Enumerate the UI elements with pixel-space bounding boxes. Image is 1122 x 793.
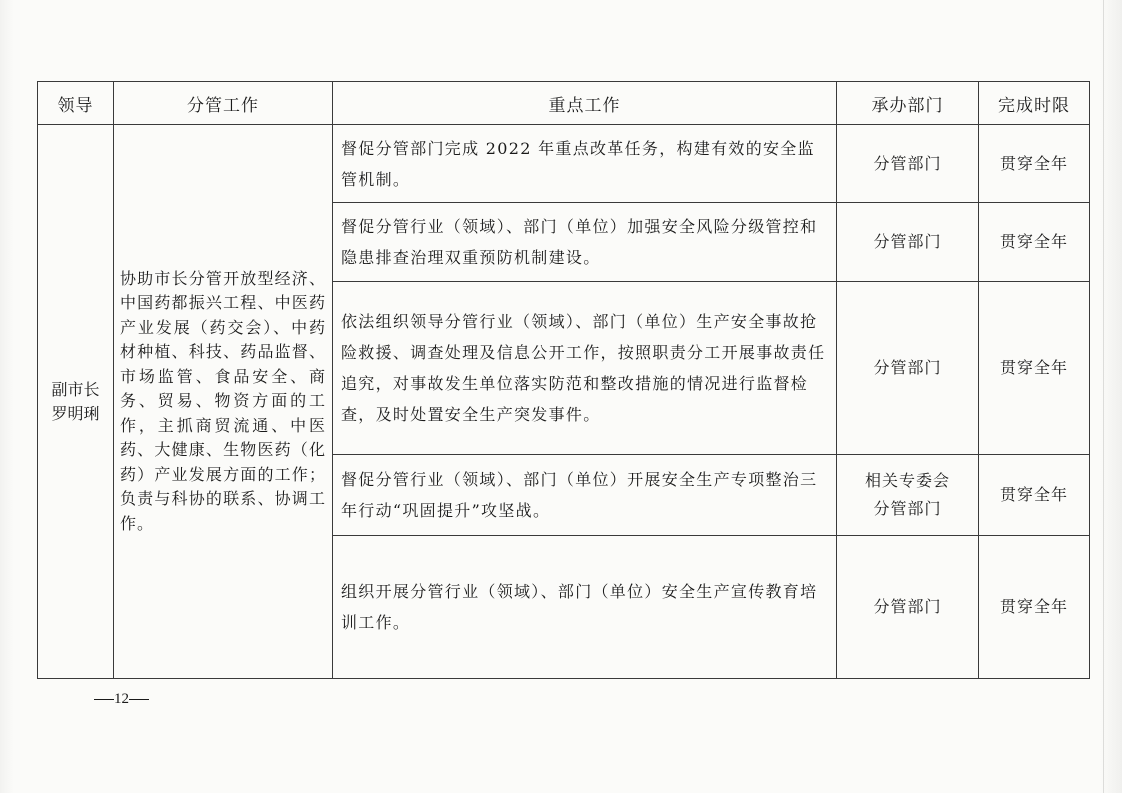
deadline-cell: 贯穿全年 [979, 536, 1090, 679]
leader-name: 罗明琍 [51, 403, 100, 423]
dept-line: 分管部门 [873, 499, 942, 518]
header-key-work: 重点工作 [333, 82, 837, 125]
dept-cell: 分管部门 [837, 536, 979, 679]
leader-cell [38, 125, 114, 679]
deadline-cell: 贯穿全年 [979, 282, 1090, 455]
header-department: 承办部门 [837, 82, 979, 125]
page-number-value: 12 [114, 691, 129, 707]
deadline-cell: 贯穿全年 [979, 455, 1090, 536]
task-cell: 组织开展分管行业（领域）、部门（单位）安全生产宣传教育培训工作。 [333, 536, 837, 679]
header-scope: 分管工作 [114, 82, 333, 125]
page-number [94, 691, 149, 708]
header-deadline: 完成时限 [979, 82, 1090, 125]
dept-cell: 分管部门 [837, 282, 979, 455]
table-header-row [38, 82, 1090, 125]
deadline-cell: 贯穿全年 [979, 203, 1090, 282]
deadline-cell: 贯穿全年 [979, 125, 1090, 203]
work-assignment-table [37, 81, 1090, 679]
dept-line: 相关专委会 [864, 471, 950, 490]
table-row [38, 125, 1090, 203]
page-number-dash [129, 699, 149, 700]
dept-cell: 分管部门 [837, 125, 979, 203]
header-leader: 领导 [38, 82, 114, 125]
task-cell: 督促分管部门完成 2022 年重点改革任务，构建有效的安全监管机制。 [333, 125, 837, 203]
leader-title: 副市长 [51, 379, 100, 399]
scan-edge-line [1103, 0, 1104, 793]
dept-cell: 分管部门 [837, 203, 979, 282]
task-cell: 依法组织领导分管行业（领域）、部门（单位）生产安全事故抢险救援、调查处理及信息公开工作，按照职责分工开展事故责任追究，对事故发生单位落实防范和整改措施的情况进行监督检查，及时处置安全生产突发事件。 [333, 282, 837, 455]
scope-cell: 协助市长分管开放型经济、中国药都振兴工程、中医药产业发展（药交会）、中药材种植、科技、药品监督、市场监管、食品安全、商务、贸易、物资方面的工作，主抓商贸流通、中医药、大健康、生物医药（化药）产业发展方面的工作；负责与科协的联系、协调工作。 [114, 125, 333, 679]
task-cell: 督促分管行业（领域）、部门（单位）加强安全风险分级管控和隐患排查治理双重预防机制建设。 [333, 203, 837, 282]
page-number-dash [94, 699, 114, 700]
dept-cell [837, 455, 979, 536]
task-cell: 督促分管行业（领域）、部门（单位）开展安全生产专项整治三年行动“巩固提升”攻坚战。 [333, 455, 837, 536]
